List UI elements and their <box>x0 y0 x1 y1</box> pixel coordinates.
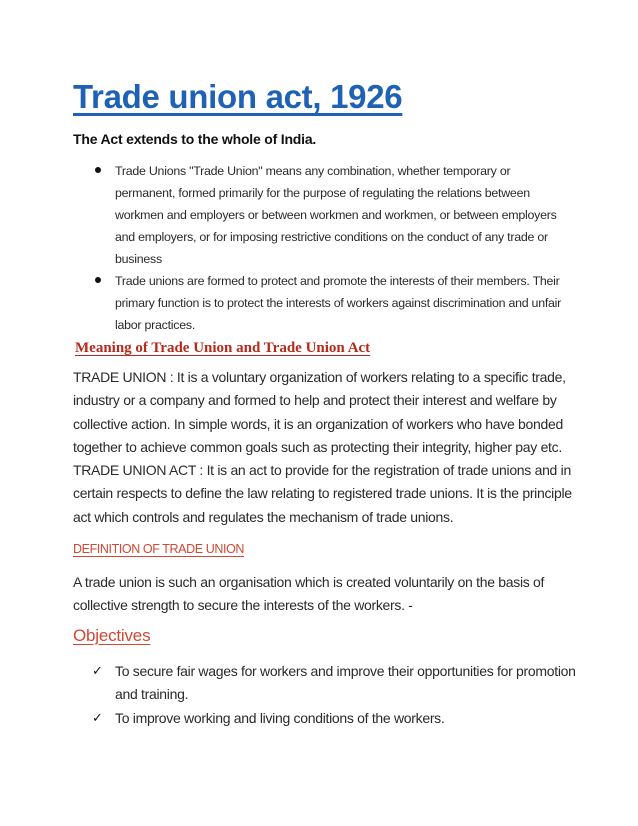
objective-line: To secure fair wages for workers and improve their opportunities for promotion <box>115 663 576 679</box>
checkmark-icon: ✓ <box>92 709 103 725</box>
paragraph-line: together to achieve common goals such as protecting their integrity, higher pay etc. <box>73 438 562 455</box>
paragraph-line: industry or a company and formed to help and protect their interest and welfare by <box>73 392 557 409</box>
bullet-line: Trade unions are formed to protect and promote the interests of their members. Their <box>115 274 560 288</box>
objective-line: and training. <box>115 686 189 703</box>
definition-paragraph <box>73 571 573 618</box>
bullet-line: and employers, or for imposing restrictive conditions on the conduct of any trade or <box>115 230 548 244</box>
definition-bullet-list <box>89 160 569 336</box>
paragraph-line: TRADE UNION ACT : It is an act to provide for the registration of trade unions and in <box>73 462 571 479</box>
objective-line: To improve working and living conditions of the workers. <box>115 709 445 726</box>
paragraph-line: certain respects to define the law relating to registered trade unions. It is the principle <box>73 485 572 502</box>
checkmark-icon: ✓ <box>92 663 103 678</box>
bullet-line: primary function is to protect the interests of workers against discrimination and unfair <box>115 296 562 310</box>
paragraph-line: collective action. In simple words, it is an organization of workers who have bonded <box>73 415 563 432</box>
meaning-paragraph <box>73 366 573 529</box>
bullet-item <box>89 160 569 270</box>
paragraph-line: TRADE UNION : It is a voluntary organization of workers relating to a specific trade, <box>73 369 566 385</box>
bullet-line: labor practices. <box>115 318 196 332</box>
act-extent-statement: The Act extends to the whole of India. <box>73 131 317 147</box>
objectives-list <box>92 660 576 730</box>
bullet-dot-icon <box>95 277 101 283</box>
bullet-line: workmen and employers or between workmen and workmen, or between employers <box>115 208 557 222</box>
bullet-line: Trade Unions "Trade Union" means any combination, whether temporary or <box>115 164 511 178</box>
bullet-item <box>89 270 569 336</box>
definition-heading: DEFINITION OF TRADE UNION <box>73 542 245 556</box>
bullet-dot-icon <box>95 167 101 173</box>
objectives-heading: Objectives <box>73 626 151 645</box>
document-title: Trade union act, 1926 <box>73 78 403 115</box>
meaning-heading: Meaning of Trade Union and Trade Union Act <box>75 340 371 356</box>
bullet-line: permanent, formed primarily for the purpose of regulating the relations between <box>115 186 530 200</box>
paragraph-line: A trade union is such an organisation which is created voluntarily on the basis of <box>73 574 545 590</box>
paragraph-line: collective strength to secure the interests of the workers. - <box>73 597 413 614</box>
objective-item <box>92 707 572 730</box>
objective-item <box>92 660 576 707</box>
bullet-line: business <box>115 252 162 266</box>
paragraph-line: act which controls and regulates the mechanism of trade unions. <box>73 508 454 525</box>
